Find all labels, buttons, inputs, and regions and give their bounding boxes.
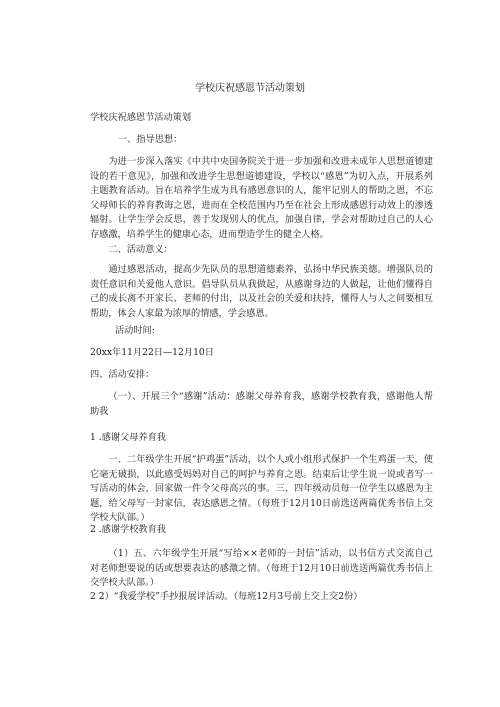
item-thank-school-heading: 2 .感谢学校教育我 [90,524,166,535]
document-title: 学校庆祝感恩节活动策划 [195,83,305,94]
item-thank-parents-heading: 1 .感谢父母养育我 [90,432,166,443]
subtitle-paragraph: 学校庆祝感恩节活动策划 [90,112,192,123]
activity-time-label: 活动时间: [115,325,155,336]
section-heading-guiding-ideology: 一、指导思想： [118,134,183,145]
guiding-ideology-paragraph: 为进一步深入落实《中共中央国务院关于进一步加强和改进未成年人思想道德建设的若干意见》，加强和改进学生思想道德建设，学校以“感恩”为切入点，开展系列主题教育活动。旨在培养学生成为具有感恩意识的人，能牢记别人的帮助之恩，不忘父母师长的养育教诲之恩，进而在全校范围内乃至在社会上形成感恩行动效上的渗透辐射。让学生学会反思，善于发现别人的优点，加强自律，学会对帮助过自己的人心存感激，培养学生的健康心态，进而塑造学生的健全人格。 [90,156,433,240]
significance-paragraph: 通过感恩活动，提高少先队员的思想道德素养，弘扬中华民族美德。增强队员的责任意识和关爱他人意识。倡导队员从我做起，从感谢身边的人做起，让他们懂得自己的成长离不开家长、老师的付出，以及社会的关爱和扶持，懂得人与人之间要相互帮助，体会人家最为浓厚的情感，学会感恩。 [90,264,433,319]
section-heading-arrangement: 四、活动安排： [90,369,155,380]
arrangement-paragraph-1: （一）、开展三个“感谢”活动：感谢父母养育我，感谢学校教育我，感谢他人帮助我 [90,391,433,417]
item-handwritten-newspaper: 2 2）“我爱学校”手抄报展评活动。（每班12月3号前上交上交2份） [90,591,363,602]
activity-time-value: 20xx年11月22日—12月10日 [90,347,214,358]
item-thank-school-paragraph: （1）五、六年级学生开展“写给××老师的一封信”活动，以书信方式交流自己对老师想要说的话或想要表达的感激之情。（每班于12月10日前选送两篇优秀书信上交学校大队部。） [90,548,433,589]
section-heading-significance: 二、活动意义： [108,244,173,255]
item-thank-parents-paragraph: 一、二年级学生开展“护鸡蛋”活动，以个人或小组形式保护一个生鸡蛋一天，使它毫无破损，以此感受妈妈对自己的呵护与养育之恩。结束后让学生说一说或者写一写活动的体会，回家做一件令父母高兴的事。三、四年级动员每一位学生以感恩为主题，给父母写一封家信，表达感恩之情。（每班于12月10日前选送两篇优秀书信上交学校大队部。） [90,454,433,524]
